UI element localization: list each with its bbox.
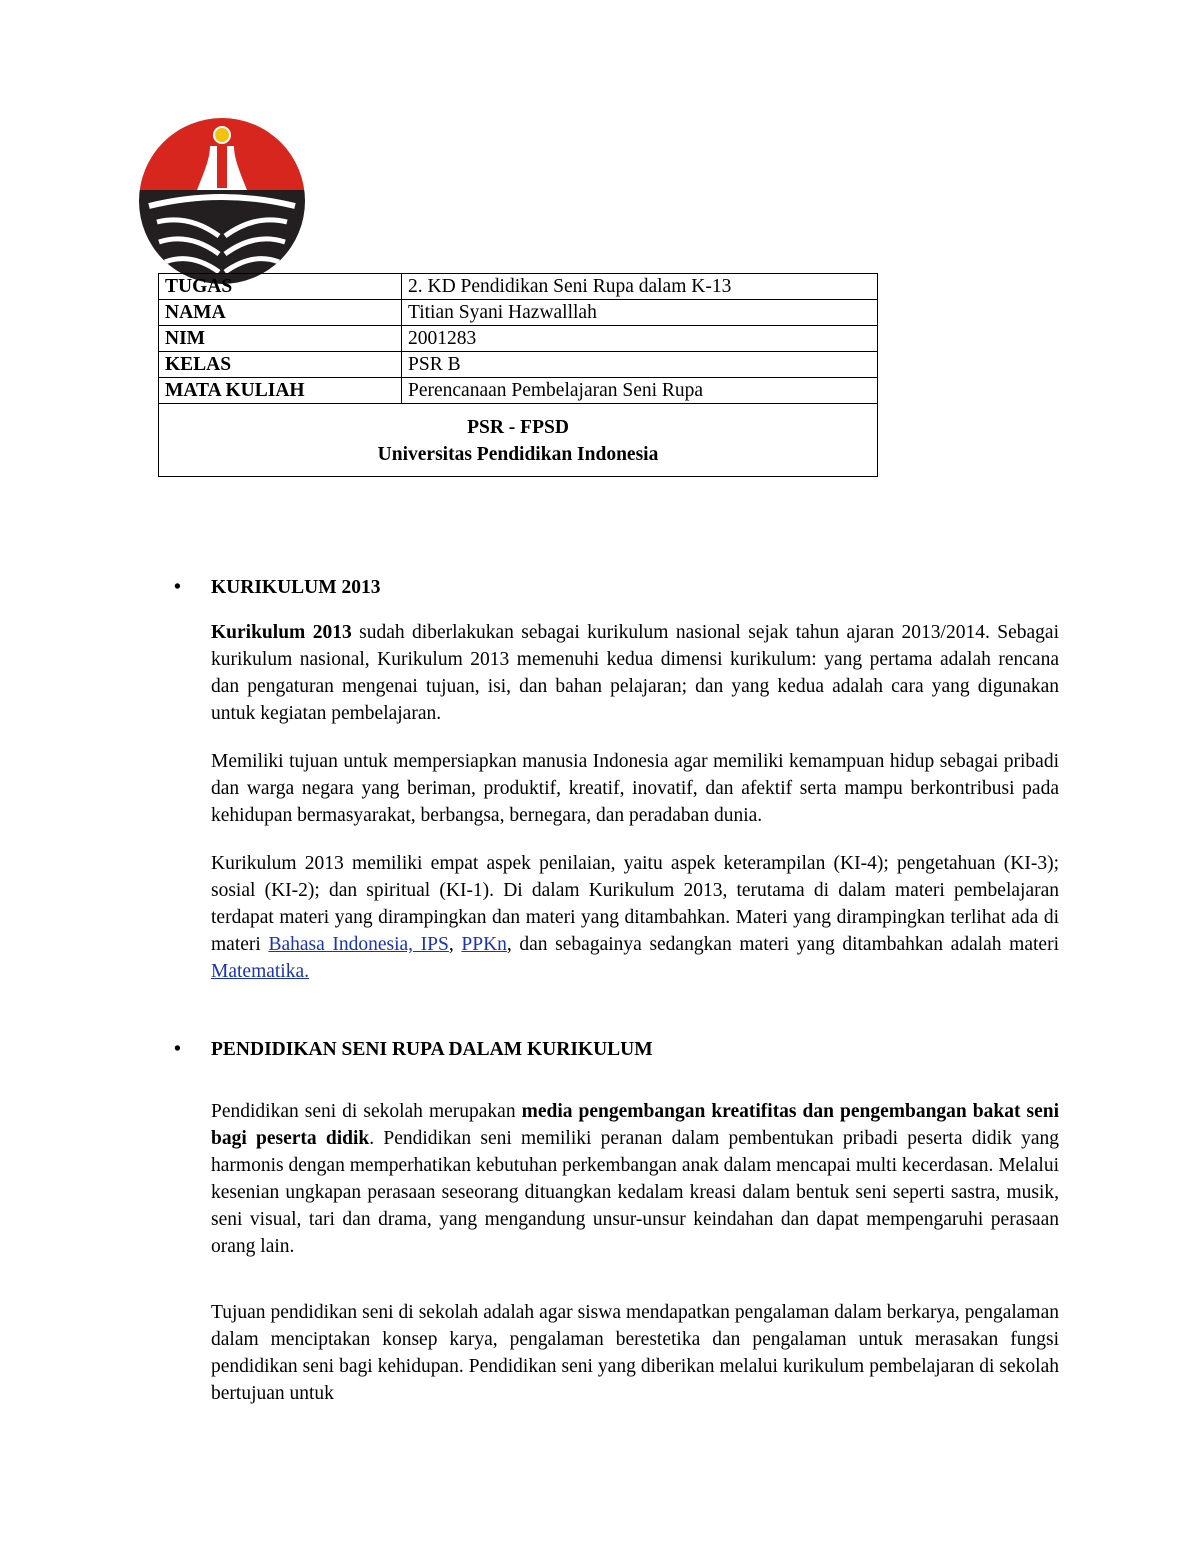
bold-text: Kurikulum 2013 xyxy=(211,622,352,643)
link-ppkn[interactable]: PPKn xyxy=(461,934,507,955)
link-matematika[interactable]: Matematika. xyxy=(211,961,310,982)
table-row xyxy=(159,326,878,352)
label-kelas: KELAS xyxy=(159,352,402,378)
link-bahasa-indonesia-ips[interactable]: Bahasa Indonesia, IPS xyxy=(268,934,449,955)
section-heading-kurikulum-2013 xyxy=(174,574,1059,601)
institution-cell xyxy=(159,404,878,477)
paragraph-text: , xyxy=(448,934,462,955)
heading-text: KURIKULUM 2013 xyxy=(211,577,381,598)
value-tugas: 2. KD Pendidikan Seni Rupa dalam K-13 xyxy=(402,274,878,300)
table-row xyxy=(159,300,878,326)
paragraph-text: sudah diberlakukan sebagai kurikulum nasional sejak tahun ajaran 2013/2014. Sebagai kurikulum nasional, Kurikulum 2013 memenuhi kedua dimensi kurikulum: yang pertama adalah rencana dan pengaturan mengenai tujuan, isi, dan bahan pelajaran; dan yang kedua adalah cara yang digunakan untuk kegiatan pembelajaran. xyxy=(211,622,1059,724)
value-nim: 2001283 xyxy=(402,326,878,352)
bold-text: media pengembangan kreatifitas dan pengembangan bakat seni bagi peserta didik xyxy=(211,1101,1059,1149)
label-nim: NIM xyxy=(159,326,402,352)
paragraph-text: , dan sebagainya sedangkan materi yang ditambahkan adalah materi xyxy=(506,934,1059,955)
table-row xyxy=(159,274,878,300)
paragraph-text: . Pendidikan seni memiliki peranan dalam pembentukan pribadi peserta didik yang harmonis dengan memperhatikan kebutuhan perkembangan anak dalam mencapai multi kecerdasan. Melalui kesenian ungkapan perasaan seseorang dituangkan kedalam kreasi dalam bentuk seni seperti sastra, musik, seni visual, tari dan drama, yang mengandung unsur-unsur keindahan dan dapat mempengaruhi perasaan orang lain. xyxy=(211,1128,1059,1257)
department-name: PSR - FPSD xyxy=(467,417,569,438)
document-body xyxy=(174,574,1059,1407)
table-row xyxy=(159,352,878,378)
label-mata-kuliah: MATA KULIAH xyxy=(159,378,402,404)
value-nama: Titian Syani Hazwalllah xyxy=(402,300,878,326)
university-name: Universitas Pendidikan Indonesia xyxy=(377,444,659,465)
heading-text: PENDIDIKAN SENI RUPA DALAM KURIKULUM xyxy=(211,1039,653,1060)
paragraph: Tujuan pendidikan seni di sekolah adalah agar siswa mendapatkan pengalaman dalam berkarya, pengalaman dalam menciptakan konsep karya, pengalaman berestetika dan pengalaman untuk merasakan fungsi pendidikan seni bagi kehidupan. Pendidikan seni yang diberikan melalui kurikulum pembelajaran di sekolah bertujuan untuk xyxy=(211,1302,1059,1404)
paragraph-text: Kurikulum 2013 memiliki empat aspek penilaian, yaitu aspek keterampilan (KI-4); pengetahuan (KI-3); sosial (KI-2); dan spiritual (KI-1). Di dalam Kurikulum 2013, terutama di dalam materi pembelajaran terdapat materi yang dirampingkan dan materi yang ditambahkan. Materi yang dirampingkan terlihat ada di materi xyxy=(211,853,1059,955)
paragraph xyxy=(211,1098,1059,1260)
table-footer-row xyxy=(159,404,878,477)
section-heading-pendidikan-seni-rupa xyxy=(174,1036,1059,1063)
value-mata-kuliah: Perencanaan Pembelajaran Seni Rupa xyxy=(402,378,878,404)
assignment-info-table xyxy=(158,273,878,477)
paragraph-text: Pendidikan seni di sekolah merupakan xyxy=(211,1101,522,1122)
table-row xyxy=(159,378,878,404)
bullet-icon: • xyxy=(174,1039,181,1060)
paragraph xyxy=(211,619,1059,727)
label-nama: NAMA xyxy=(159,300,402,326)
university-logo xyxy=(139,118,305,284)
label-tugas: TUGAS xyxy=(159,274,402,300)
paragraph: Memiliki tujuan untuk mempersiapkan manusia Indonesia agar memiliki kemampuan hidup sebagai pribadi dan warga negara yang beriman, produktif, kreatif, inovatif, dan afektif serta mampu berkontribusi pada kehidupan bermasyarakat, berbangsa, bernegara, dan peradaban dunia. xyxy=(211,751,1059,826)
bullet-icon: • xyxy=(174,577,181,598)
value-kelas: PSR B xyxy=(402,352,878,378)
paragraph xyxy=(211,850,1059,985)
